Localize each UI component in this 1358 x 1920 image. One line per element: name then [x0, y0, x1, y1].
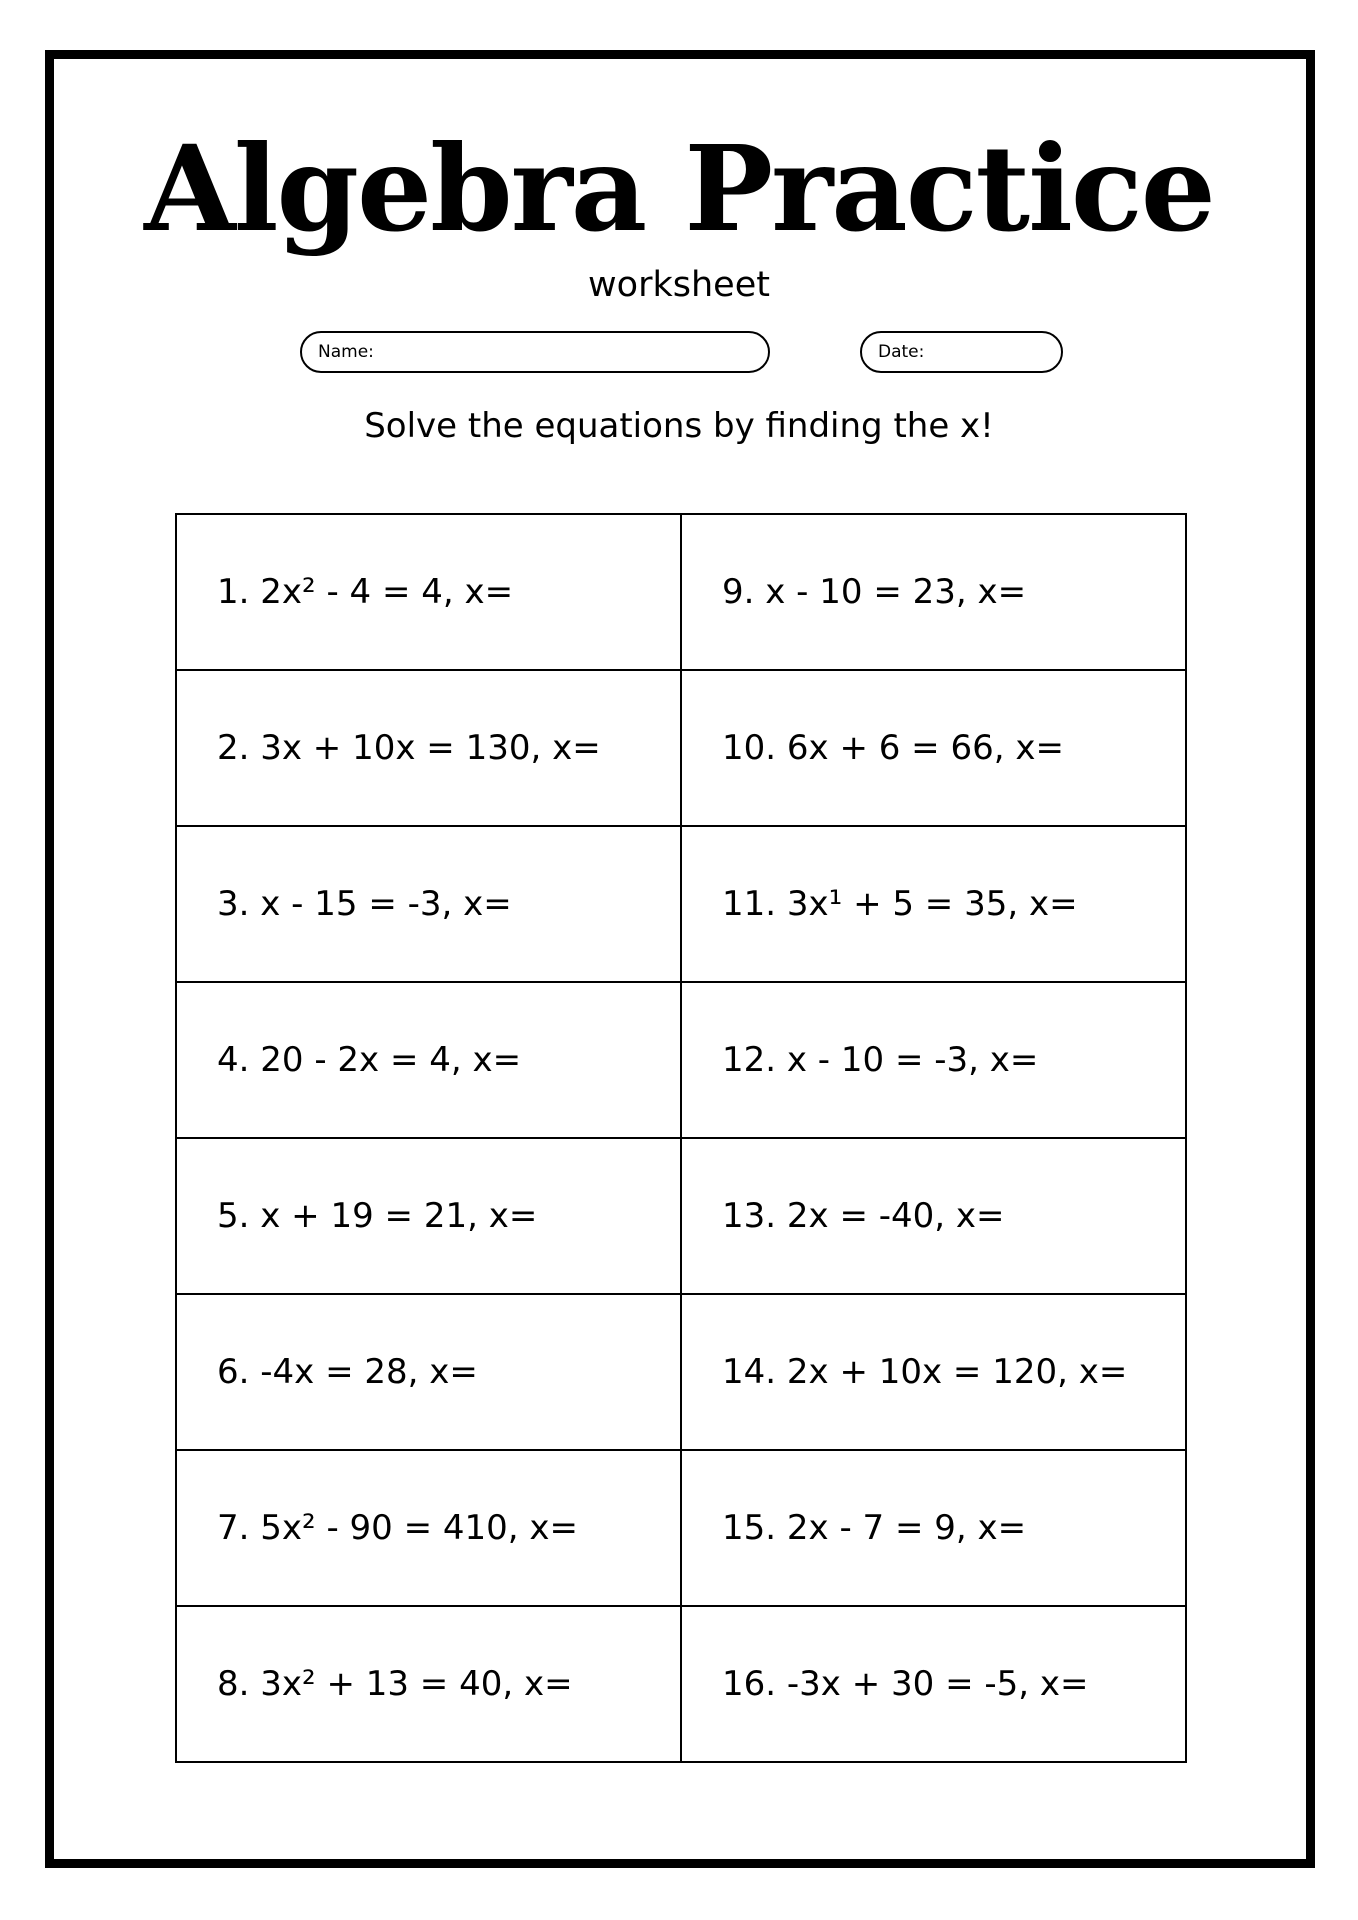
table-row: [176, 1138, 1186, 1294]
table-row: [176, 1294, 1186, 1450]
name-field[interactable]: [300, 331, 770, 373]
table-row: [176, 1606, 1186, 1762]
name-label: Name:: [318, 342, 374, 362]
table-row: [176, 514, 1186, 670]
table-row: [176, 982, 1186, 1138]
table-row: [176, 670, 1186, 826]
problem-cell: 4. 20 - 2x = 4, x=: [176, 982, 681, 1138]
problem-cell: 12. x - 10 = -3, x=: [681, 982, 1186, 1138]
problem-cell: 9. x - 10 = 23, x=: [681, 514, 1186, 670]
problem-cell: 3. x - 15 = -3, x=: [176, 826, 681, 982]
table-row: [176, 1450, 1186, 1606]
problem-cell: 15. 2x - 7 = 9, x=: [681, 1450, 1186, 1606]
problem-cell: 11. 3x¹ + 5 = 35, x=: [681, 826, 1186, 982]
worksheet-subtitle: worksheet: [588, 265, 770, 305]
date-field[interactable]: [860, 331, 1063, 373]
problem-cell: 10. 6x + 6 = 66, x=: [681, 670, 1186, 826]
problem-cell: 8. 3x² + 13 = 40, x=: [176, 1606, 681, 1762]
problem-cell: 16. -3x + 30 = -5, x=: [681, 1606, 1186, 1762]
problem-cell: 6. -4x = 28, x=: [176, 1294, 681, 1450]
table-row: [176, 826, 1186, 982]
instructions-text: Solve the equations by finding the x!: [364, 406, 994, 446]
problem-cell: 7. 5x² - 90 = 410, x=: [176, 1450, 681, 1606]
problem-table: [175, 513, 1187, 1763]
date-label: Date:: [878, 342, 925, 362]
problem-cell: 5. x + 19 = 21, x=: [176, 1138, 681, 1294]
problem-cell: 14. 2x + 10x = 120, x=: [681, 1294, 1186, 1450]
problem-cell: 1. 2x² - 4 = 4, x=: [176, 514, 681, 670]
problem-cell: 2. 3x + 10x = 130, x=: [176, 670, 681, 826]
worksheet-title: Algebra Practice: [144, 119, 1214, 258]
problem-cell: 13. 2x = -40, x=: [681, 1138, 1186, 1294]
